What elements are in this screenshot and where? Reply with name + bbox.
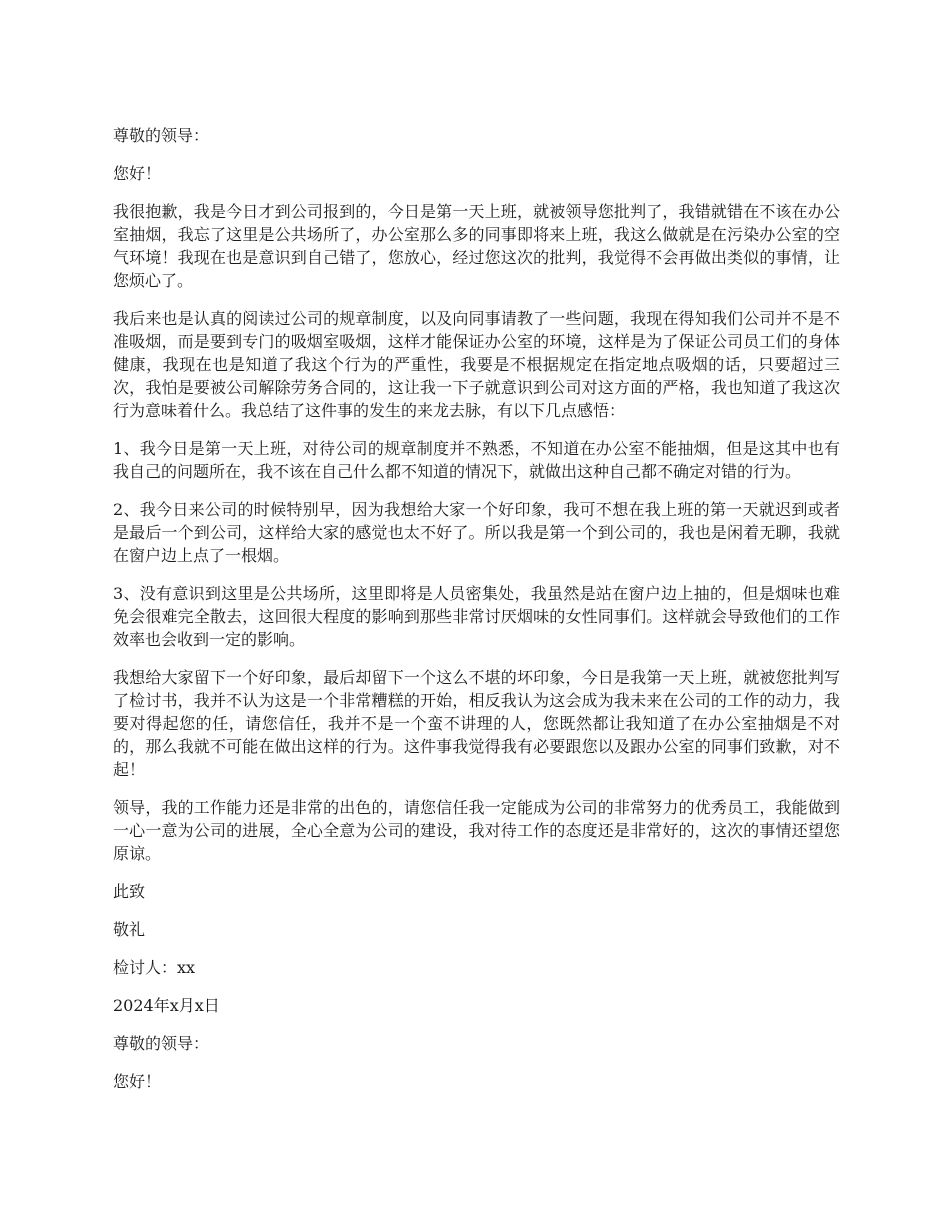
salutation: 尊敬的领导： bbox=[113, 1034, 210, 1053]
list-item: 2、我今日来公司的时候特别早，因为我想给大家一个好印象，我可不想在我上班的第一天就迟到或者是最后一个到公司，这样给大家的感觉也太不好了。所以我是第一个到公司的，我也是闲着无聊，我就在窗户边上点了一根烟。 bbox=[113, 500, 840, 565]
body-paragraph: 我很抱歉，我是今日才到公司报到的，今日是第一天上班，就被领导您批判了，我错就错在不该在办公室抽烟，我忘了这里是公共场所了，办公室那么多的同事即将来上班，我这么做就是在污染办公室的空气环境！我现在也是意识到自己错了，您放心，经过您这次的批判，我觉得不会再做出类似的事情，让您烦心了。 bbox=[113, 202, 840, 290]
body-paragraph: 我后来也是认真的阅读过公司的规章制度，以及向同事请教了一些问题，我现在得知我们公司并不是不准吸烟，而是要到专门的吸烟室吸烟，这样才能保证办公室的环境，这样是为了保证公司员工们的身体健康，我现在也是知道了我这个行为的严重性，我要是不根据规定在指定地点吸烟的话，只要超过三次，我怕是要被公司解除劳务合同的，这让我一下子就意识到公司对这方面的严格，我也知道了我这次行为意味着什么。我总结了这件事的发生的来龙去脉，有以下几点感悟： bbox=[113, 309, 840, 420]
list-item: 3、没有意识到这里是公共场所，这里即将是人员密集处，我虽然是站在窗户边上抽的，但是烟味也难免会很难完全散去，这回很大程度的影响到那些非常讨厌烟味的女性同事们。这样就会导致他们的工作效率也会收到一定的影响。 bbox=[113, 584, 840, 649]
date-line: 2024年x月x日 bbox=[113, 996, 220, 1015]
list-item: 1、我今日是第一天上班，对待公司的规章制度并不熟悉，不知道在办公室不能抽烟，但是这其中也有我自己的问题所在，我不该在自己什么都不知道的情况下，就做出这种自己都不确定对错的行为。 bbox=[113, 439, 840, 481]
document-body bbox=[113, 124, 840, 1108]
signature-line: 检讨人：xx bbox=[113, 958, 196, 977]
salutation: 尊敬的领导： bbox=[113, 126, 210, 145]
greeting: 您好！ bbox=[113, 1072, 162, 1091]
body-paragraph: 我想给大家留下一个好印象，最后却留下一个这么不堪的坏印象，今日是我第一天上班，就被您批判写了检讨书，我并不认为这是一个非常糟糕的开始，相反我认为这会成为我未来在公司的工作的动力，我要对得起您的任，请您信任，我并不是一个蛮不讲理的人，您既然都让我知道了在办公室抽烟是不对的，那么我就不可能在做出这样的行为。这件事我觉得我有必要跟您以及跟办公室的同事们致歉，对不起！ bbox=[113, 668, 840, 779]
closing-line: 此致 bbox=[113, 882, 146, 901]
greeting: 您好！ bbox=[113, 164, 162, 183]
closing-regards: 敬礼 bbox=[113, 920, 146, 939]
body-paragraph: 领导，我的工作能力还是非常的出色的，请您信任我一定能成为公司的非常努力的优秀员工，我能做到一心一意为公司的进展，全心全意为公司的建设，我对待工作的态度还是非常好的，这次的事情还望您原谅。 bbox=[113, 798, 840, 863]
